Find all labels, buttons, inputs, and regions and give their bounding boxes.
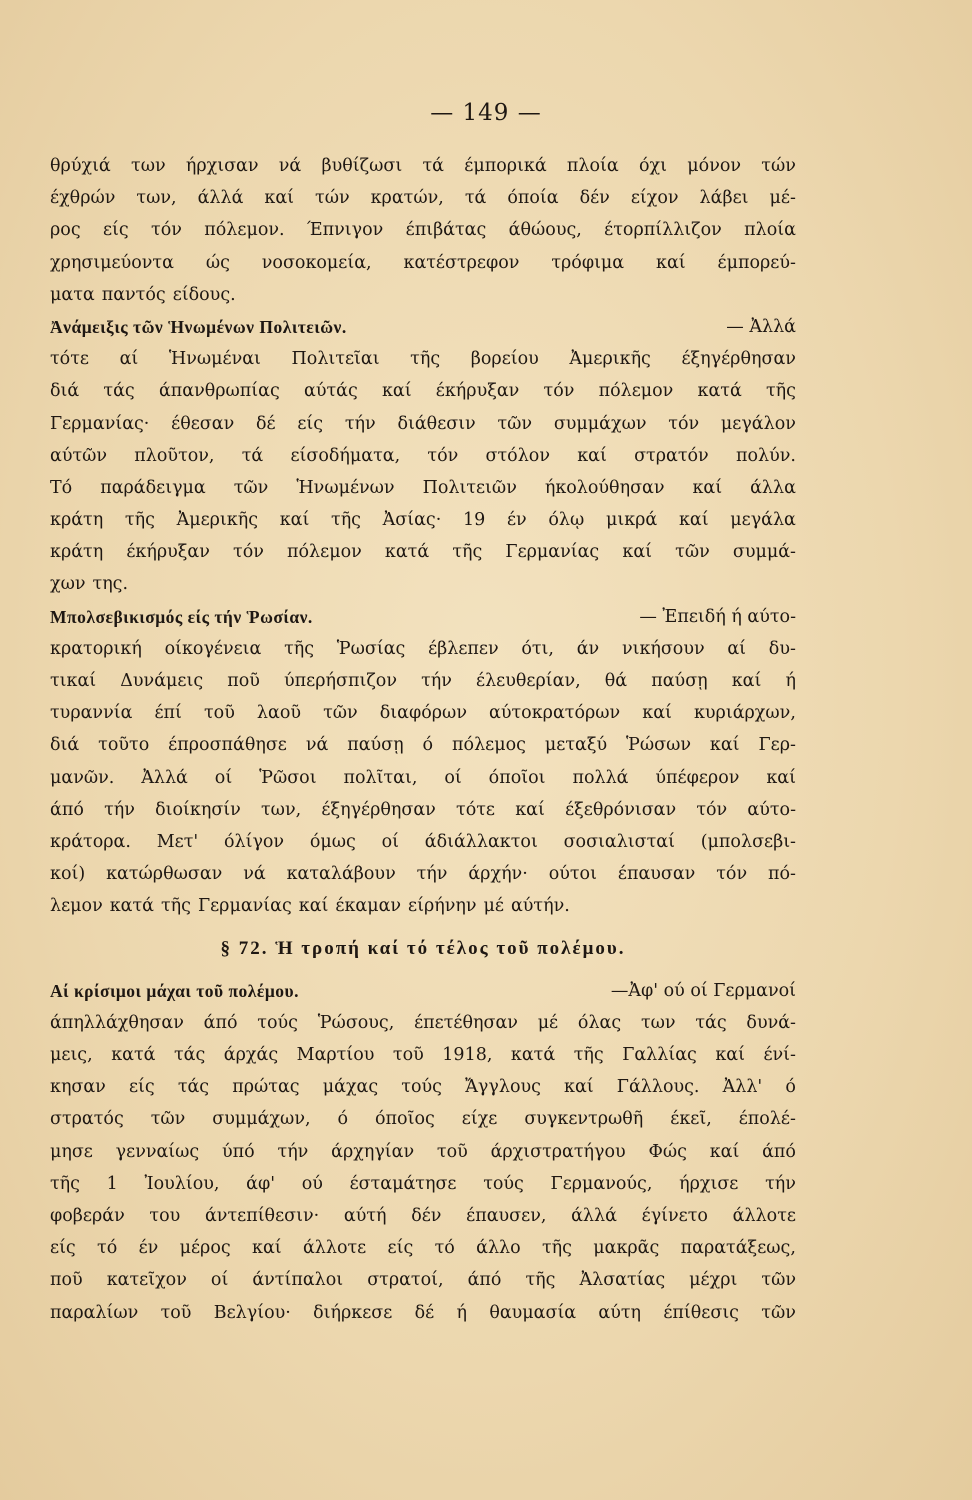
text-line: κράτη έκήρυξαν τόν πόλεμον κατά τῆς Γερμανίας καί τῶν συμμά- — [50, 542, 796, 563]
text-line: χων της. — [50, 574, 129, 595]
text-fragment: — Ἐπειδή ή αύτο- — [639, 606, 796, 627]
text-line: τυραννία έπί τοῦ λαοῦ τῶν διαφόρων αύτοκρατόρων καί κυριάρχων, — [50, 703, 796, 724]
text-line: κρατορική οίκογένεια τῆς Ῥωσίας έβλεπεν ότι, άν νικήσουν αί δυ- — [50, 638, 796, 659]
text-line: ματα παντός είδους. — [50, 284, 236, 305]
text-line — [50, 601, 796, 633]
text-line: χρησιμεύοντα ώς νοσοκομεία, κατέστρεφον τρόφιμα καί έμπορεύ- — [50, 252, 796, 273]
text-line: ρος είς τόν πόλεμον. Έπνιγον έπιβάτας άθώους, έτορπίλλιζον πλοία — [50, 220, 796, 241]
text-line — [50, 311, 796, 343]
text-line: διά τοῦτο έπροσπάθησε νά παύσῃ ό πόλεμος μεταξύ Ῥώσων καί Γερ- — [50, 735, 796, 756]
text-line: μησε γενναίως ύπό τήν άρχηγίαν τοῦ άρχιστρατήγου Φώς καί άπό — [50, 1141, 796, 1162]
text-line: διά τάς άπανθρωπίας αύτάς καί έκήρυξαν τόν πόλεμον κατά τῆς — [50, 381, 796, 402]
text-line: τῆς 1 Ἰουλίου, άφ' ού έσταμάτησε τούς Γερμανούς, ήρχισε τήν — [50, 1173, 796, 1194]
paragraph-4 — [50, 975, 796, 1329]
text-line: Γερμανίας· έθεσαν δέ είς τήν διάθεσιν τῶν συμμάχων τόν μεγάλον — [50, 413, 796, 434]
text-line: κησαν είς τάς πρώτας μάχας τούς Ἄγγλους καί Γάλλους. Ἀλλ' ό — [50, 1077, 796, 1098]
text-line — [50, 975, 796, 1007]
body-text — [50, 150, 796, 1329]
page-number: — 149 — — [430, 100, 542, 126]
text-line: θρύχιά των ήρχισαν νά βυθίζωσι τά έμπορικά πλοία όχι μόνον τών — [50, 156, 796, 176]
text-line: φοβεράν του άντεπίθεσιν· αύτή δέν έπαυσεν, άλλά έγίνετο άλλοτε — [50, 1206, 796, 1226]
text-line: έχθρών των, άλλά καί τών κρατών, τά όποία δέν είχον λάβει μέ- — [50, 188, 796, 209]
text-line: στρατός τῶν συμμάχων, ό όποῖος είχε συγκεντρωθῆ έκεῖ, έπολέ- — [50, 1109, 796, 1130]
text-line: Τό παράδειγμα τῶν Ἡνωμένων Πολιτειῶν ήκολούθησαν καί άλλα — [50, 477, 796, 498]
section-heading-line — [50, 933, 796, 965]
text-line: τότε αί Ἡνωμέναι Πολιτεῖαι τῆς βορείου Ἀμερικῆς έξηγέρθησαν — [50, 349, 796, 370]
subheading-bolshevism: Μπολσεβικισμός είς τήν Ῥωσίαν. — [50, 606, 313, 627]
text-line: κράτη τῆς Ἀμερικῆς καί τῆς Ἀσίας· 19 έν όλῳ μικρά καί μεγάλα — [50, 510, 796, 531]
text-fragment: —Ἀφ' ού οί Γερμανοί — [610, 980, 796, 1001]
subheading-usa-entry: Ἀνάμειξις τῶν Ἡνωμένων Πολιτειῶν. — [50, 316, 347, 337]
text-line: αύτῶν πλοῦτον, τά είσοδήματα, τόν στόλον καί στρατόν πολύν. — [50, 445, 796, 466]
section-title: § 72. Ἡ τροπή καί τό τέλος τοῦ πολέμου. — [220, 937, 626, 959]
text-line: τικαί Δυνάμεις ποῦ ύπερήσπιζον τήν έλευθερίαν, θά παύσῃ καί ή — [50, 671, 796, 691]
text-line: λεμον κατά τῆς Γερμανίας καί έκαμαν είρήνην μέ αύτήν. — [50, 896, 570, 917]
text-line: κράτορα. Μετ' όλίγον όμως οί άδιάλλακτοι σοσιαλισταί (μπολσεβι- — [50, 831, 796, 852]
text-line: άπό τήν διοίκησίν των, έξηγέρθησαν τότε καί έξεθρόνισαν τόν αύτο- — [50, 799, 796, 820]
text-line: ποῦ κατεῖχον οί άντίπαλοι στρατοί, άπό τῆς Ἀλσατίας μέχρι τῶν — [50, 1270, 796, 1291]
text-line: άπηλλάχθησαν άπό τούς Ῥώσους, έπετέθησαν μέ όλας των τάς δυνά- — [50, 1012, 796, 1033]
paragraph-2 — [50, 311, 796, 601]
subheading-critical-battles: Αί κρίσιμοι μάχαι τοῦ πολέμου. — [50, 980, 300, 1001]
text-line: είς τό έν μέρος καί άλλοτε είς τό άλλο τῆς μακρᾶς παρατάξεως, — [50, 1238, 796, 1259]
text-line: παραλίων τοῦ Βελγίου· διήρκεσε δέ ή θαυμασία αύτη έπίθεσις τῶν — [50, 1302, 796, 1323]
text-fragment: — Ἀλλά — [726, 316, 796, 337]
text-line: μεις, κατά τάς άρχάς Μαρτίου τοῦ 1918, κατά τῆς Γαλλίας καί ένί- — [50, 1045, 796, 1066]
text-line: μανῶν. Ἀλλά οί Ῥῶσοι πολῖται, οί όποῖοι πολλά ύπέφερον καί — [50, 767, 796, 788]
paragraph-3 — [50, 601, 796, 923]
text-line: κοί) κατώρθωσαν νά καταλάβουν τήν άρχήν· ούτοι έπαυσαν τόν πό- — [50, 864, 796, 885]
paragraph-1 — [50, 150, 796, 311]
